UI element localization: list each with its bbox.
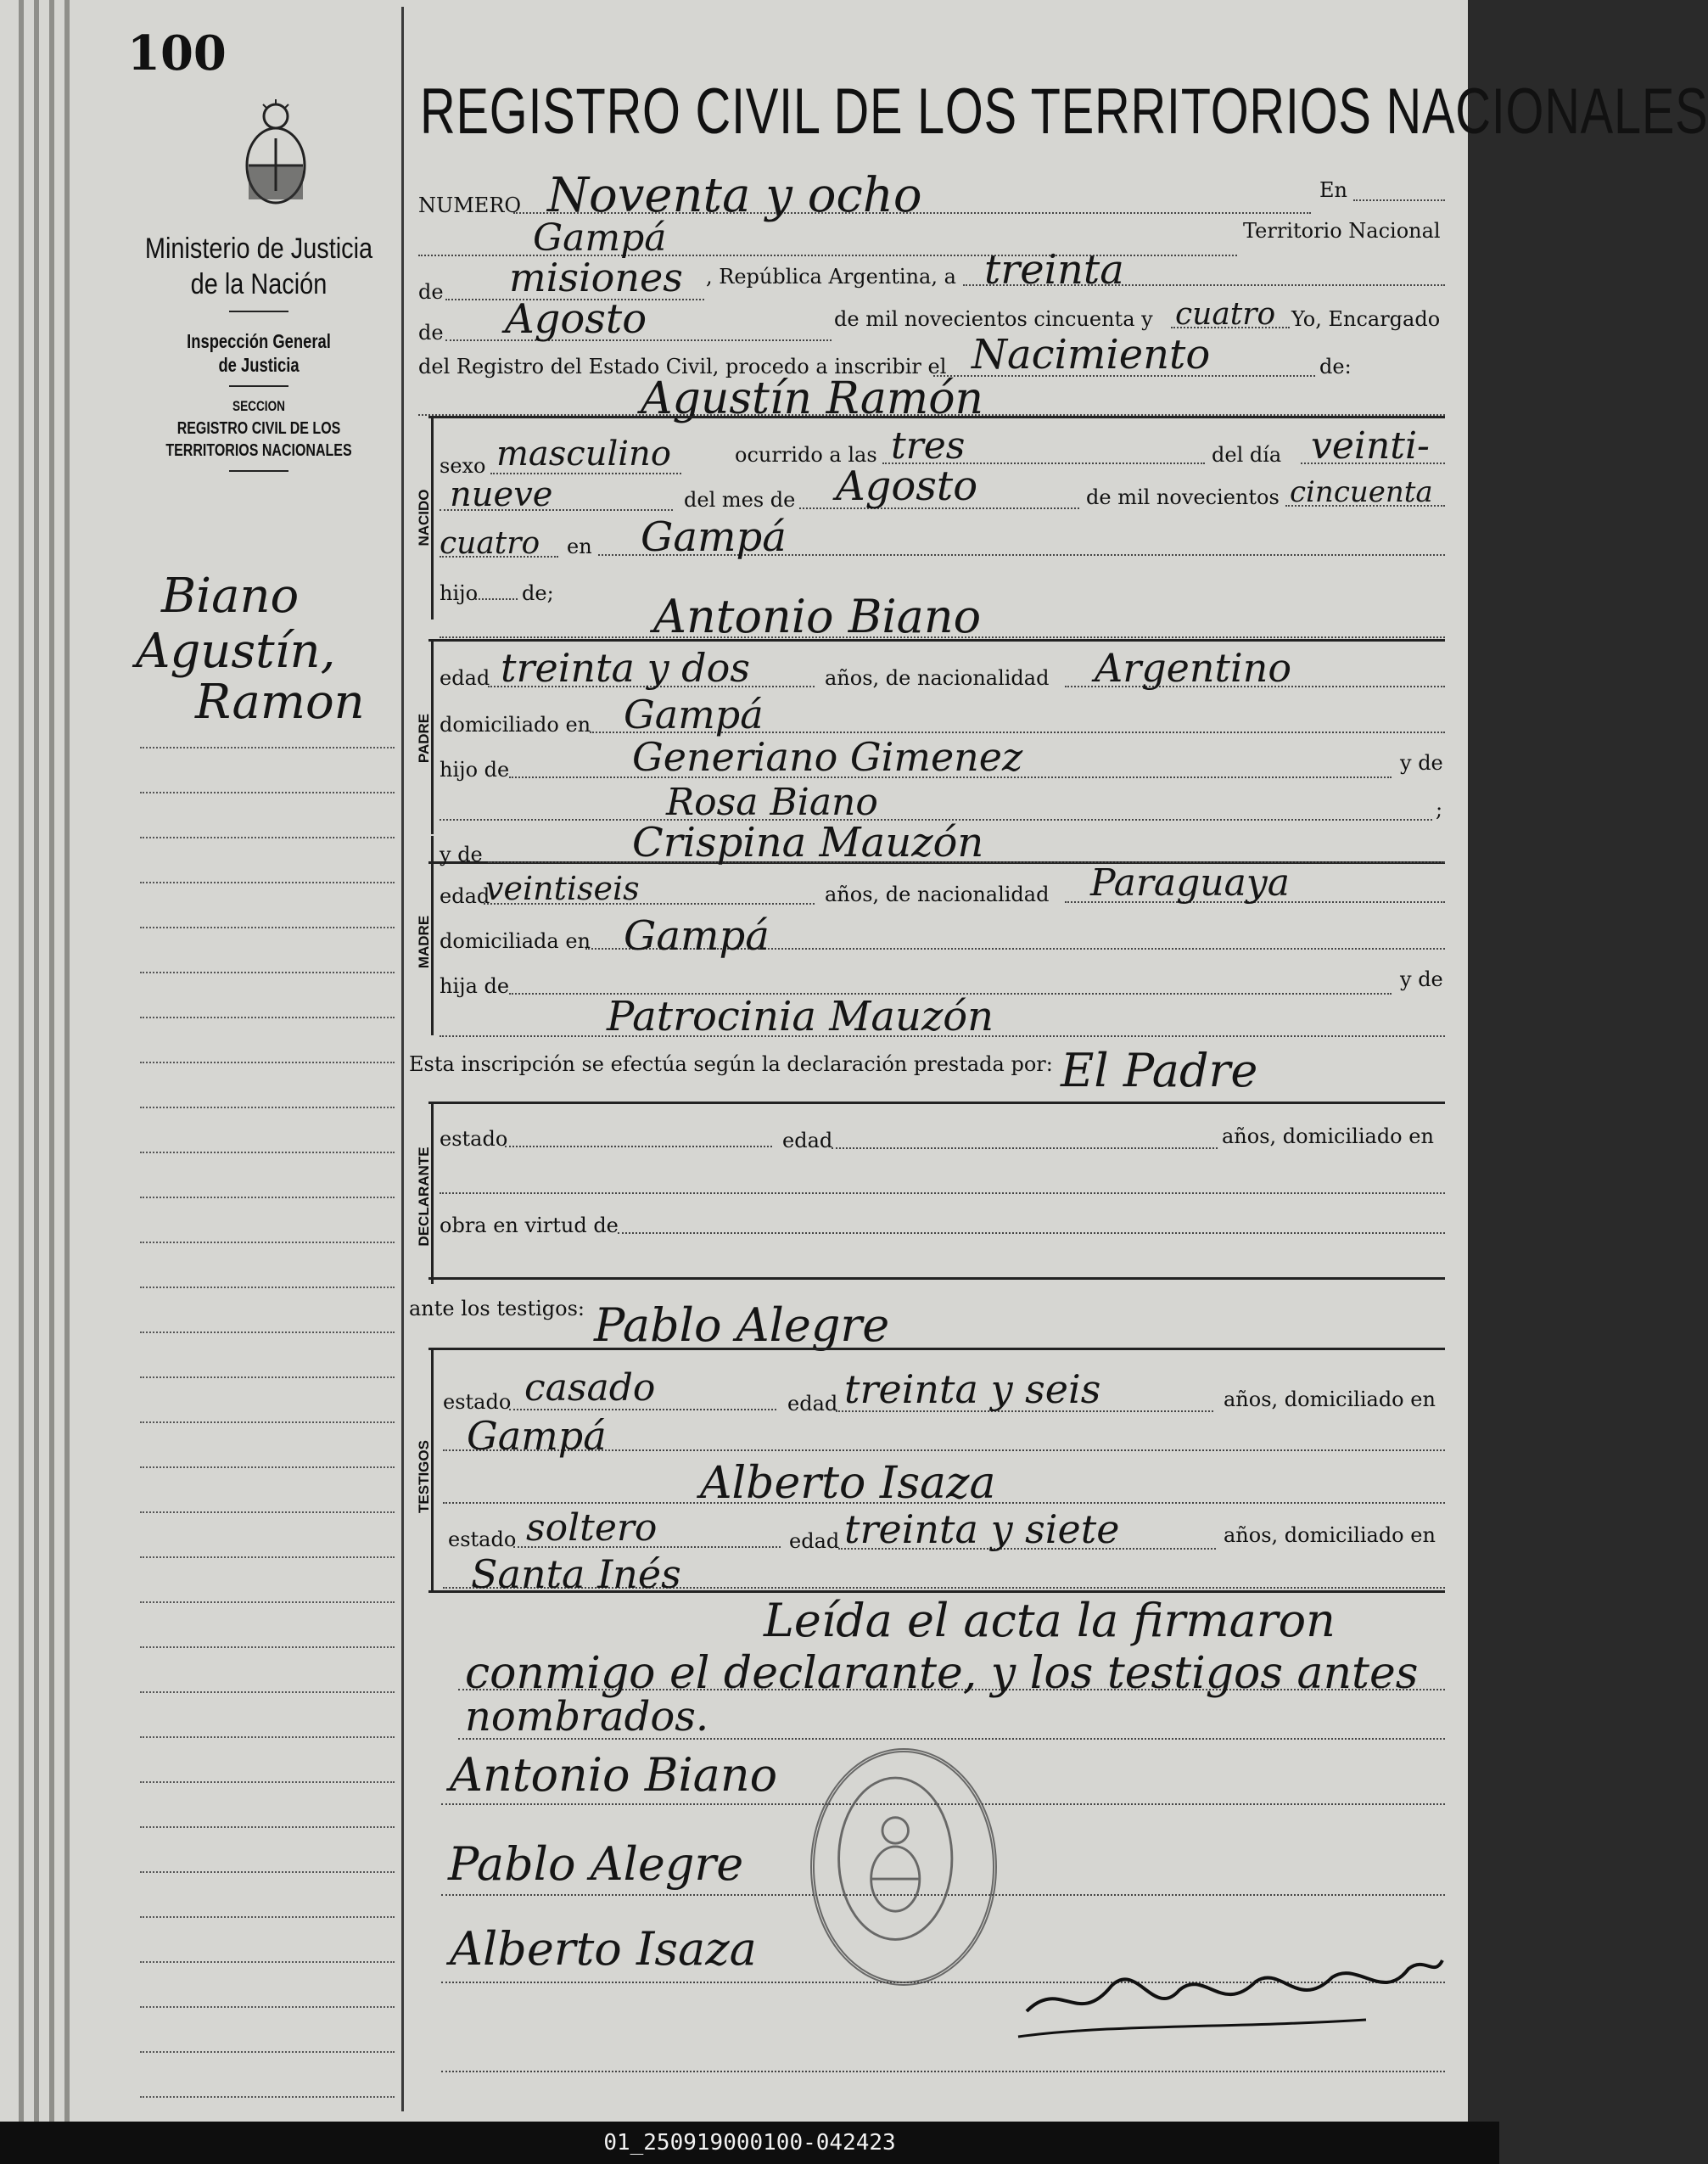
testigo-2-edad: treinta y siete	[844, 1506, 1120, 1552]
margin-rule-line	[140, 1556, 395, 1558]
ocurrido-label: ocurrido a las	[735, 443, 877, 467]
mes-label: del mes de	[684, 488, 796, 512]
madre-nac-label: años, de nacionalidad	[825, 883, 1050, 906]
madre-name-value: Crispina Mauzón	[632, 819, 984, 866]
sexo-value: masculino	[496, 434, 671, 474]
declarante-anios-label: años, domiciliado en	[1222, 1124, 1434, 1148]
madre-edad-label: edad	[440, 884, 490, 908]
testigo-2-estado-label: estado	[448, 1528, 517, 1551]
encargado-label: Yo, Encargado	[1291, 307, 1441, 331]
testigo-1-estado-label: estado	[443, 1390, 512, 1414]
footer-id: 01_250919000100-042423	[0, 2122, 1499, 2164]
madre-y-de: y de	[440, 843, 483, 866]
closing-line-3: nombrados.	[465, 1693, 709, 1741]
numero-label: NUMERO	[418, 193, 522, 217]
margin-rule-line	[140, 792, 395, 793]
testigo-2-name: Alberto Isaza	[700, 1458, 996, 1509]
padre-nac-value: Argentino	[1095, 645, 1292, 691]
anio-value-1: cincuenta	[1290, 475, 1433, 509]
testigos-label: TESTIGOS	[416, 1440, 432, 1513]
testigo-1-dom: Gampá	[467, 1413, 607, 1459]
madre-label: MADRE	[416, 915, 432, 969]
margin-rule-line	[140, 1691, 395, 1693]
registrar-signature	[1010, 1943, 1451, 2045]
de-label: de	[418, 280, 444, 304]
section-line-2: TERRITORIOS NACIONALES	[165, 441, 352, 460]
column-divider	[401, 7, 404, 2111]
padre-nac-label: años, de nacionalidad	[825, 666, 1050, 690]
signature-antonio: Antonio Biano	[450, 1748, 778, 1802]
margin-rule-line	[140, 1242, 395, 1243]
page-edge	[34, 0, 39, 2122]
padre-hijo-label: hijo de	[440, 758, 510, 782]
margin-note-secondname: Ramon	[195, 675, 365, 730]
testigo-2-estado: soltero	[526, 1506, 658, 1550]
section-line-1: REGISTRO CIVIL DE LOS	[176, 419, 341, 438]
signature-pablo: Pablo Alegre	[448, 1837, 744, 1891]
margin-rule-line	[140, 882, 395, 883]
name-value: Agustín Ramón	[641, 373, 984, 424]
margin-rule-line	[140, 2006, 395, 2008]
margin-rule-line	[140, 1466, 395, 1468]
margin-rule-line	[140, 1781, 395, 1783]
lugar-value: Gampá	[641, 513, 787, 561]
madre-dom-value: Gampá	[624, 912, 770, 960]
margin-rule-line	[140, 1916, 395, 1918]
madre-parent-value: Patrocinia Mauzón	[607, 993, 994, 1040]
ministry-header	[119, 231, 399, 480]
closing-line-2: conmigo el declarante, y los testigos antes	[465, 1648, 1419, 1699]
margin-rule-line	[140, 927, 395, 928]
padre-mother-value: Rosa Biano	[666, 781, 878, 824]
dia-value-2: nueve	[450, 475, 553, 514]
padre-father-value: Generiano Gimenez	[632, 734, 1023, 780]
hijo-label: hijo	[440, 581, 479, 605]
declaracion-label: Esta inscripción se efectúa según la declaración prestada por:	[409, 1052, 1053, 1076]
margin-note-firstname: Agustín,	[136, 624, 336, 679]
registro-label: del Registro del Estado Civil, procedo a inscribir el	[418, 355, 947, 378]
margin-rule-line	[140, 1376, 395, 1378]
margin-rule-line	[140, 1017, 395, 1018]
margin-rule-line	[140, 1961, 395, 1963]
ministry-name-1: Ministerio de Justicia	[144, 233, 373, 265]
signature-alberto: Alberto Isaza	[450, 1922, 757, 1976]
margin-rule-line	[140, 1421, 395, 1423]
declarante-estado-label: estado	[440, 1127, 508, 1151]
madre-hija-label: hija de	[440, 974, 510, 998]
en-label: En	[1319, 178, 1347, 202]
dia-value-1: veinti-	[1311, 424, 1430, 468]
territorio-label: Territorio Nacional	[1243, 219, 1441, 243]
page-number: 100	[127, 25, 227, 81]
margin-rule-line	[140, 1601, 395, 1603]
margin-rule-line	[140, 1062, 395, 1063]
section-label: SECCION	[232, 398, 285, 414]
de-colon-label: de:	[1319, 355, 1352, 378]
declarante-edad-label: edad	[782, 1129, 833, 1152]
madre-y-de-right: y de	[1400, 967, 1443, 991]
margin-rule-line	[140, 1331, 395, 1333]
declarante-label: DECLARANTE	[416, 1146, 432, 1247]
testigo-1-name: Pablo Alegre	[594, 1298, 890, 1352]
padre-label: PADRE	[416, 713, 432, 764]
margin-rule-line	[140, 1871, 395, 1873]
inspection-line-2: de Justicia	[218, 354, 300, 376]
padre-semicolon: ;	[1436, 798, 1443, 821]
margin-rule-line	[140, 1287, 395, 1288]
testigo-1-edad: treinta y seis	[844, 1366, 1101, 1412]
closing-line-1: Leída el acta la firmaron	[764, 1594, 1336, 1647]
signature-rule-line	[441, 2071, 1445, 2072]
margin-rule-line	[140, 1197, 395, 1198]
margin-rule-line	[140, 1736, 395, 1738]
official-stamp	[810, 1748, 997, 1986]
padre-edad-label: edad	[440, 666, 490, 690]
margin-rule-line	[140, 972, 395, 973]
margin-rule-line	[140, 837, 395, 838]
padre-edad-value: treinta y dos	[501, 645, 750, 691]
territory-value: misiones	[509, 255, 683, 300]
year-value: cuatro	[1175, 297, 1276, 332]
nacido-label: NACIDO	[416, 489, 432, 547]
testigo-1-anios-label: años, domiciliado en	[1224, 1388, 1436, 1411]
madre-dom-label: domiciliada en	[440, 929, 591, 953]
testigo-2-edad-label: edad	[789, 1529, 840, 1553]
anio-label: de mil novecientos	[1086, 485, 1280, 509]
mes-value: Agosto	[836, 463, 978, 510]
testigo-1-estado: casado	[524, 1366, 656, 1410]
madre-edad-value: veintiseis	[485, 870, 640, 907]
declaracion-value: El Padre	[1061, 1044, 1258, 1097]
margin-rule-line	[140, 1511, 395, 1513]
place-value: Gampá	[533, 216, 667, 260]
margin-rule-line	[140, 2096, 395, 2098]
margin-rule-line	[140, 2051, 395, 2053]
hijo-suffix: de;	[522, 581, 554, 605]
testigo-1-edad-label: edad	[787, 1392, 838, 1416]
page-title: REGISTRO CIVIL DE LOS TERRITORIOS NACIONALES	[420, 76, 1708, 148]
acto-value: Nacimiento	[972, 331, 1211, 378]
madre-nac-value: Paraguaya	[1090, 861, 1290, 905]
anio-value-2: cuatro	[440, 526, 540, 561]
de-label-2: de	[418, 321, 444, 345]
margin-rule-line	[140, 1152, 395, 1153]
hora-value: tres	[891, 424, 966, 468]
coat-of-arms-icon	[238, 98, 314, 216]
margin-rule-line	[140, 1826, 395, 1828]
numero-value: Noventa y ocho	[547, 168, 922, 223]
margin-note-surname: Biano	[161, 569, 300, 624]
testigo-2-anios-label: años, domiciliado en	[1224, 1523, 1436, 1547]
day-value: treinta	[984, 246, 1124, 294]
padre-y-de: y de	[1400, 751, 1443, 775]
page-edge	[49, 0, 54, 2122]
padre-dom-label: domiciliado en	[440, 713, 591, 737]
month-value: Agosto	[505, 295, 647, 343]
page-edge	[19, 0, 24, 2122]
padre-name: Antonio Biano	[653, 590, 982, 643]
del-dia-label: del día	[1212, 443, 1282, 467]
page-edge	[64, 0, 70, 2122]
en-label-nacido: en	[567, 535, 592, 558]
margin-rule-line	[140, 1107, 395, 1108]
sexo-label: sexo	[440, 454, 486, 478]
margin-rule-line	[140, 1646, 395, 1648]
padre-dom-value: Gampá	[624, 692, 764, 737]
margin-rule-line	[140, 747, 395, 748]
inspection-line-1: Inspección General	[187, 330, 331, 352]
declarante-obra-label: obra en virtud de	[440, 1214, 619, 1237]
year-label: de mil novecientos cincuenta y	[834, 307, 1153, 331]
testigo-2-dom: Santa Inés	[471, 1551, 681, 1597]
republica-label: , República Argentina, a	[706, 265, 956, 289]
testigos-intro-label: ante los testigos:	[409, 1297, 585, 1320]
ministry-name-2: de la Nación	[190, 268, 328, 300]
